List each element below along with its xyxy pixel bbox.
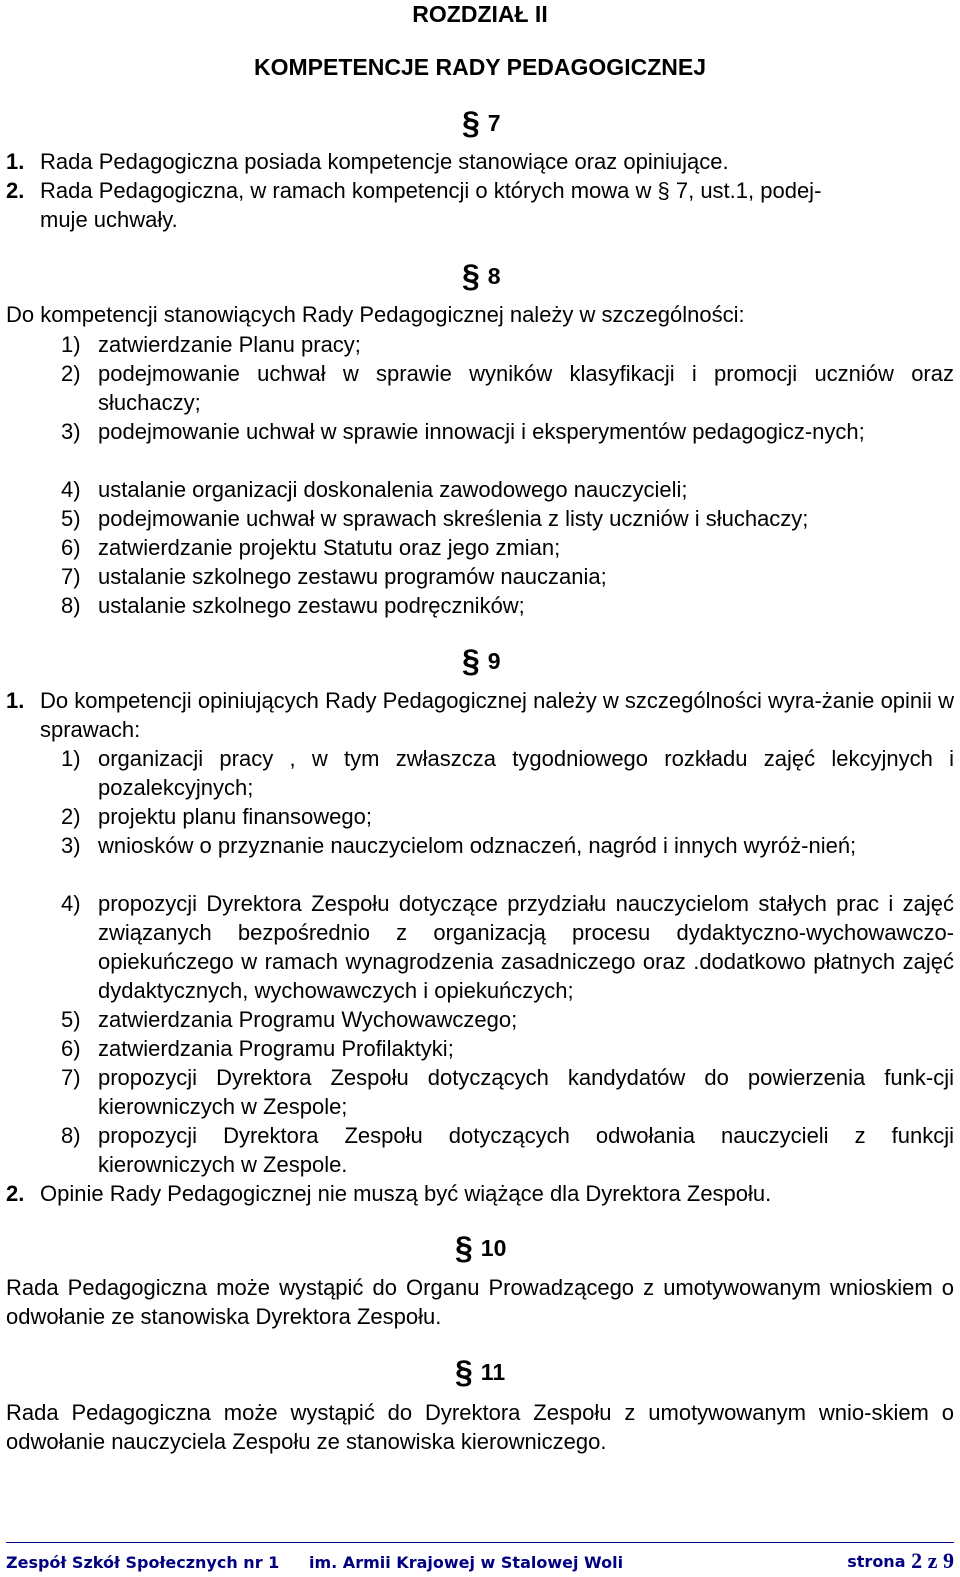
footer-rule	[6, 1542, 954, 1543]
section-symbol: §	[462, 105, 480, 141]
s8-item-6	[61, 533, 954, 562]
s9-item-6	[61, 1034, 954, 1063]
item-text: wniosków o przyznanie nauczycielom odznaczeń, nagród i innych wyróż-nień;	[98, 833, 857, 858]
s9-item-4	[61, 889, 954, 1005]
section-number: 11	[480, 1359, 506, 1385]
s9-p2-text: Opinie Rady Pedagogicznej nie muszą być wiążące dla Dyrektora Zespołu.	[40, 1181, 772, 1206]
item-number: 6)	[61, 535, 81, 560]
section-symbol: §	[462, 258, 480, 294]
item-text: zatwierdzanie Planu pracy;	[98, 332, 361, 357]
s9-item-5	[61, 1005, 954, 1034]
item-text: podejmowanie uchwał w sprawie innowacji i eksperymentów pedagogicz-nych;	[98, 419, 865, 444]
item-number: 1)	[61, 332, 81, 357]
page-total: 9	[943, 1548, 954, 1573]
s8-intro: Do kompetencji stanowiących Rady Pedagogicznej należy w szczególności:	[6, 302, 745, 327]
s7-p2-number: 2.	[6, 178, 25, 203]
item-text: podejmowanie uchwał w sprawach skreślenia z listy uczniów i słuchaczy;	[98, 506, 809, 531]
page-number	[847, 1545, 954, 1576]
section-symbol: §	[455, 1230, 473, 1266]
s8-item-2	[61, 359, 954, 417]
s8-item-1	[61, 330, 954, 359]
section-11-heading	[455, 1354, 506, 1390]
section-number: 8	[487, 263, 501, 289]
item-number: 2)	[61, 361, 81, 386]
section-number: 7	[487, 110, 501, 136]
item-text: ustalanie szkolnego zestawu podręczników;	[98, 593, 525, 618]
s11-text: Rada Pedagogiczna może wystąpić do Dyrektora Zespołu z umotywowanym wnio-skiem o odwołanie nauczyciela Zespołu ze stanowiska kierowniczego.	[6, 1400, 954, 1454]
section-number: 10	[480, 1235, 507, 1261]
s9-item-2	[61, 802, 954, 831]
item-text: propozycji Dyrektora Zespołu dotyczących kandydatów do powierzenia funk-cji kierowniczych w Zespole;	[98, 1065, 954, 1119]
footer-patron: im. Armii Krajowej w Stalowej Woli	[309, 1553, 624, 1572]
item-text: podejmowanie uchwał w sprawie wyników klasyfikacji i promocji uczniów oraz słuchaczy;	[98, 361, 954, 415]
section-9-heading	[462, 643, 501, 679]
section-8-heading	[462, 258, 501, 294]
s7-p2-line1: Rada Pedagogiczna, w ramach kompetencji o których mowa w § 7, ust.1, podej-	[40, 178, 822, 203]
s9-item-8	[61, 1121, 954, 1179]
chapter-heading: ROZDZIAŁ II	[412, 1, 548, 27]
section-number: 9	[487, 648, 501, 674]
page-current: 2	[911, 1548, 923, 1573]
item-number: 4)	[61, 477, 81, 502]
item-number: 3)	[61, 833, 81, 858]
s7-p1-number: 1.	[6, 149, 25, 174]
s9-item-1	[61, 744, 954, 802]
s9-item-7	[61, 1063, 954, 1121]
section-7-heading	[462, 105, 501, 141]
s8-item-4	[61, 475, 954, 504]
page-footer	[6, 1542, 954, 1573]
item-text: ustalanie szkolnego zestawu programów nauczania;	[98, 564, 607, 589]
section-symbol: §	[462, 643, 480, 679]
s8-item-8	[61, 591, 954, 620]
section-symbol: §	[455, 1354, 473, 1390]
chapter-title: KOMPETENCJE RADY PEDAGOGICZNEJ	[254, 54, 706, 80]
s8-item-3	[61, 417, 954, 446]
item-number: 5)	[61, 1007, 81, 1032]
s7-p1-text: Rada Pedagogiczna posiada kompetencje stanowiące oraz opiniujące.	[40, 149, 729, 174]
item-text: propozycji Dyrektora Zespołu dotyczące przydziału nauczycielom stałych prac i zajęć związanych bezpośrednio z organizacją procesu dydaktyczno-wychowawczo-opiekuńczego w ramach wynagrodzenia zasadniczego oraz .dodatkowo płatnych zajęć dydaktycznych, wychowawczych i opiekuńczych;	[98, 891, 954, 1003]
item-text: organizacji pracy , w tym zwłaszcza tygodniowego rozkładu zajęć lekcyjnych i pozalekcyjnych;	[98, 746, 954, 800]
section-10-heading	[455, 1230, 507, 1266]
page-sep: z	[927, 1548, 938, 1573]
s8-item-7	[61, 562, 954, 591]
item-number: 8)	[61, 1123, 81, 1148]
item-number: 4)	[61, 891, 81, 916]
item-number: 3)	[61, 419, 81, 444]
item-number: 7)	[61, 564, 81, 589]
item-number: 6)	[61, 1036, 81, 1061]
item-number: 5)	[61, 506, 81, 531]
s8-item-5	[61, 504, 954, 533]
item-text: zatwierdzanie projektu Statutu oraz jego zmian;	[98, 535, 561, 560]
item-number: 1)	[61, 746, 81, 771]
s7-p2-line2: muje uchwały.	[40, 207, 178, 232]
item-number: 2)	[61, 804, 81, 829]
s9-p1-text: Do kompetencji opiniujących Rady Pedagogicznej należy w szczególności wyra-żanie opinii w sprawach:	[40, 688, 954, 742]
item-number: 7)	[61, 1065, 81, 1090]
item-text: zatwierdzania Programu Profilaktyki;	[98, 1036, 454, 1061]
page-label: strona	[847, 1552, 906, 1571]
item-number: 8)	[61, 593, 81, 618]
s10-text: Rada Pedagogiczna może wystąpić do Organu Prowadzącego z umotywowanym wnioskiem o odwołanie ze stanowiska Dyrektora Zespołu.	[6, 1275, 954, 1329]
s9-p2-number: 2.	[6, 1181, 25, 1206]
s9-p1-number: 1.	[6, 688, 25, 713]
item-text: propozycji Dyrektora Zespołu dotyczących odwołania nauczycieli z funkcji kierowniczych w Zespole.	[98, 1123, 954, 1177]
footer-school: Zespół Szkół Społecznych nr 1	[6, 1553, 280, 1572]
s9-item-3	[61, 831, 954, 860]
item-text: zatwierdzania Programu Wychowawczego;	[98, 1007, 518, 1032]
item-text: projektu planu finansowego;	[98, 804, 372, 829]
item-text: ustalanie organizacji doskonalenia zawodowego nauczycieli;	[98, 477, 688, 502]
